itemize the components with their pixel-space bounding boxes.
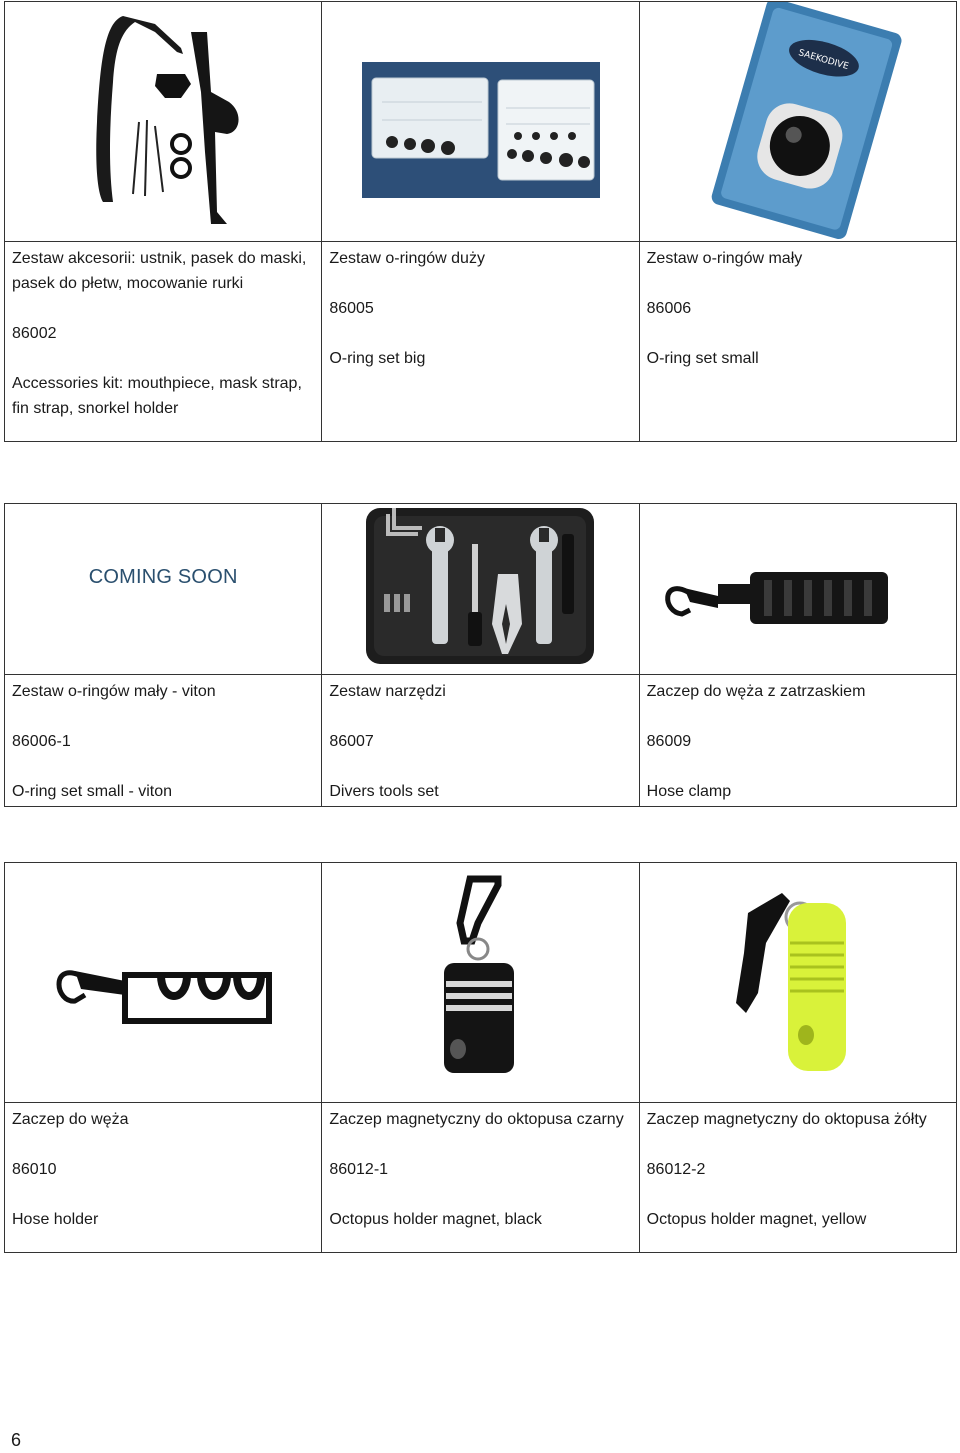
- product-code: 86006: [646, 300, 692, 317]
- product-cell-86012-1: [322, 1103, 639, 1253]
- product-name-pl: Zestaw akcesorii: ustnik, pasek do maski, pasek do płetw, mocowanie rurki: [12, 250, 307, 292]
- page-number: 6: [11, 1430, 22, 1450]
- tools-set-image: [322, 504, 639, 675]
- product-name-en: O-ring set small - viton: [12, 783, 173, 800]
- product-image-hose-holder: [5, 863, 322, 1103]
- product-name-en: Hose clamp: [646, 783, 732, 800]
- product-code: 86005: [329, 300, 374, 317]
- product-name-pl: Zaczep magnetyczny do oktopusa czarny: [329, 1111, 624, 1128]
- product-code: 86012-2: [646, 1161, 706, 1178]
- hose-clamp-image: [640, 504, 957, 675]
- product-code: 86007: [329, 733, 374, 750]
- product-name-en: Octopus holder magnet, yellow: [646, 1211, 867, 1228]
- product-name-pl: Zaczep do węża z zatrzaskiem: [646, 683, 866, 700]
- product-name-en: Divers tools set: [329, 783, 439, 800]
- product-cell-86002: [5, 242, 322, 442]
- product-image-tools-set: [322, 504, 639, 675]
- product-code: 86012-1: [329, 1161, 389, 1178]
- product-cell-86007: [322, 675, 639, 807]
- octopus-magnet-black-image: [322, 863, 639, 1103]
- product-image-oring-set-big: [322, 2, 639, 242]
- product-cell-86009: [639, 675, 956, 807]
- product-name-en: Accessories kit: mouthpiece, mask strap, fin strap, snorkel holder: [12, 375, 302, 417]
- product-cell-86010: [5, 1103, 322, 1253]
- product-image-coming-soon: [5, 504, 322, 675]
- product-name-en: O-ring set small: [646, 350, 759, 367]
- octopus-magnet-yellow-image: [640, 863, 957, 1103]
- brand-logo-text: SAEKODIVE: [796, 48, 850, 73]
- product-name-pl: Zestaw o-ringów mały - viton: [12, 683, 216, 700]
- product-cell-86005: [322, 242, 639, 442]
- product-name-en: O-ring set big: [329, 350, 426, 367]
- product-table-row-3: [4, 862, 957, 1253]
- product-image-octopus-magnet-yellow: [639, 863, 956, 1103]
- product-code: 86009: [646, 733, 692, 750]
- product-image-hose-clamp: [639, 504, 956, 675]
- product-cell-86006-1: [5, 675, 322, 807]
- coming-soon-label: COMING SOON: [88, 566, 238, 588]
- hose-holder-image: [5, 863, 322, 1103]
- product-name-pl: Zestaw o-ringów duży: [329, 250, 485, 267]
- product-code: 86010: [12, 1161, 57, 1178]
- product-table-row-1: [4, 1, 957, 442]
- product-code: 86006-1: [12, 733, 71, 750]
- accessories-kit-image: [5, 2, 322, 242]
- product-name-pl: Zestaw o-ringów mały: [646, 250, 803, 267]
- product-image-accessories-kit: [5, 2, 322, 242]
- product-image-oring-set-small: [639, 2, 956, 242]
- product-name-en: Hose holder: [12, 1211, 99, 1228]
- product-code: 86002: [12, 325, 57, 342]
- product-name-pl: Zaczep magnetyczny do oktopusa żółty: [646, 1111, 927, 1128]
- product-name-en: Octopus holder magnet, black: [329, 1211, 542, 1228]
- product-image-octopus-magnet-black: [322, 863, 639, 1103]
- product-name-pl: Zestaw narzędzi: [329, 683, 446, 700]
- oring-set-small-image: [640, 2, 957, 242]
- product-cell-86012-2: [639, 1103, 956, 1253]
- product-table-row-2: [4, 503, 957, 807]
- product-cell-86006: [639, 242, 956, 442]
- product-name-pl: Zaczep do węża: [12, 1111, 129, 1128]
- oring-set-big-image: [322, 2, 639, 242]
